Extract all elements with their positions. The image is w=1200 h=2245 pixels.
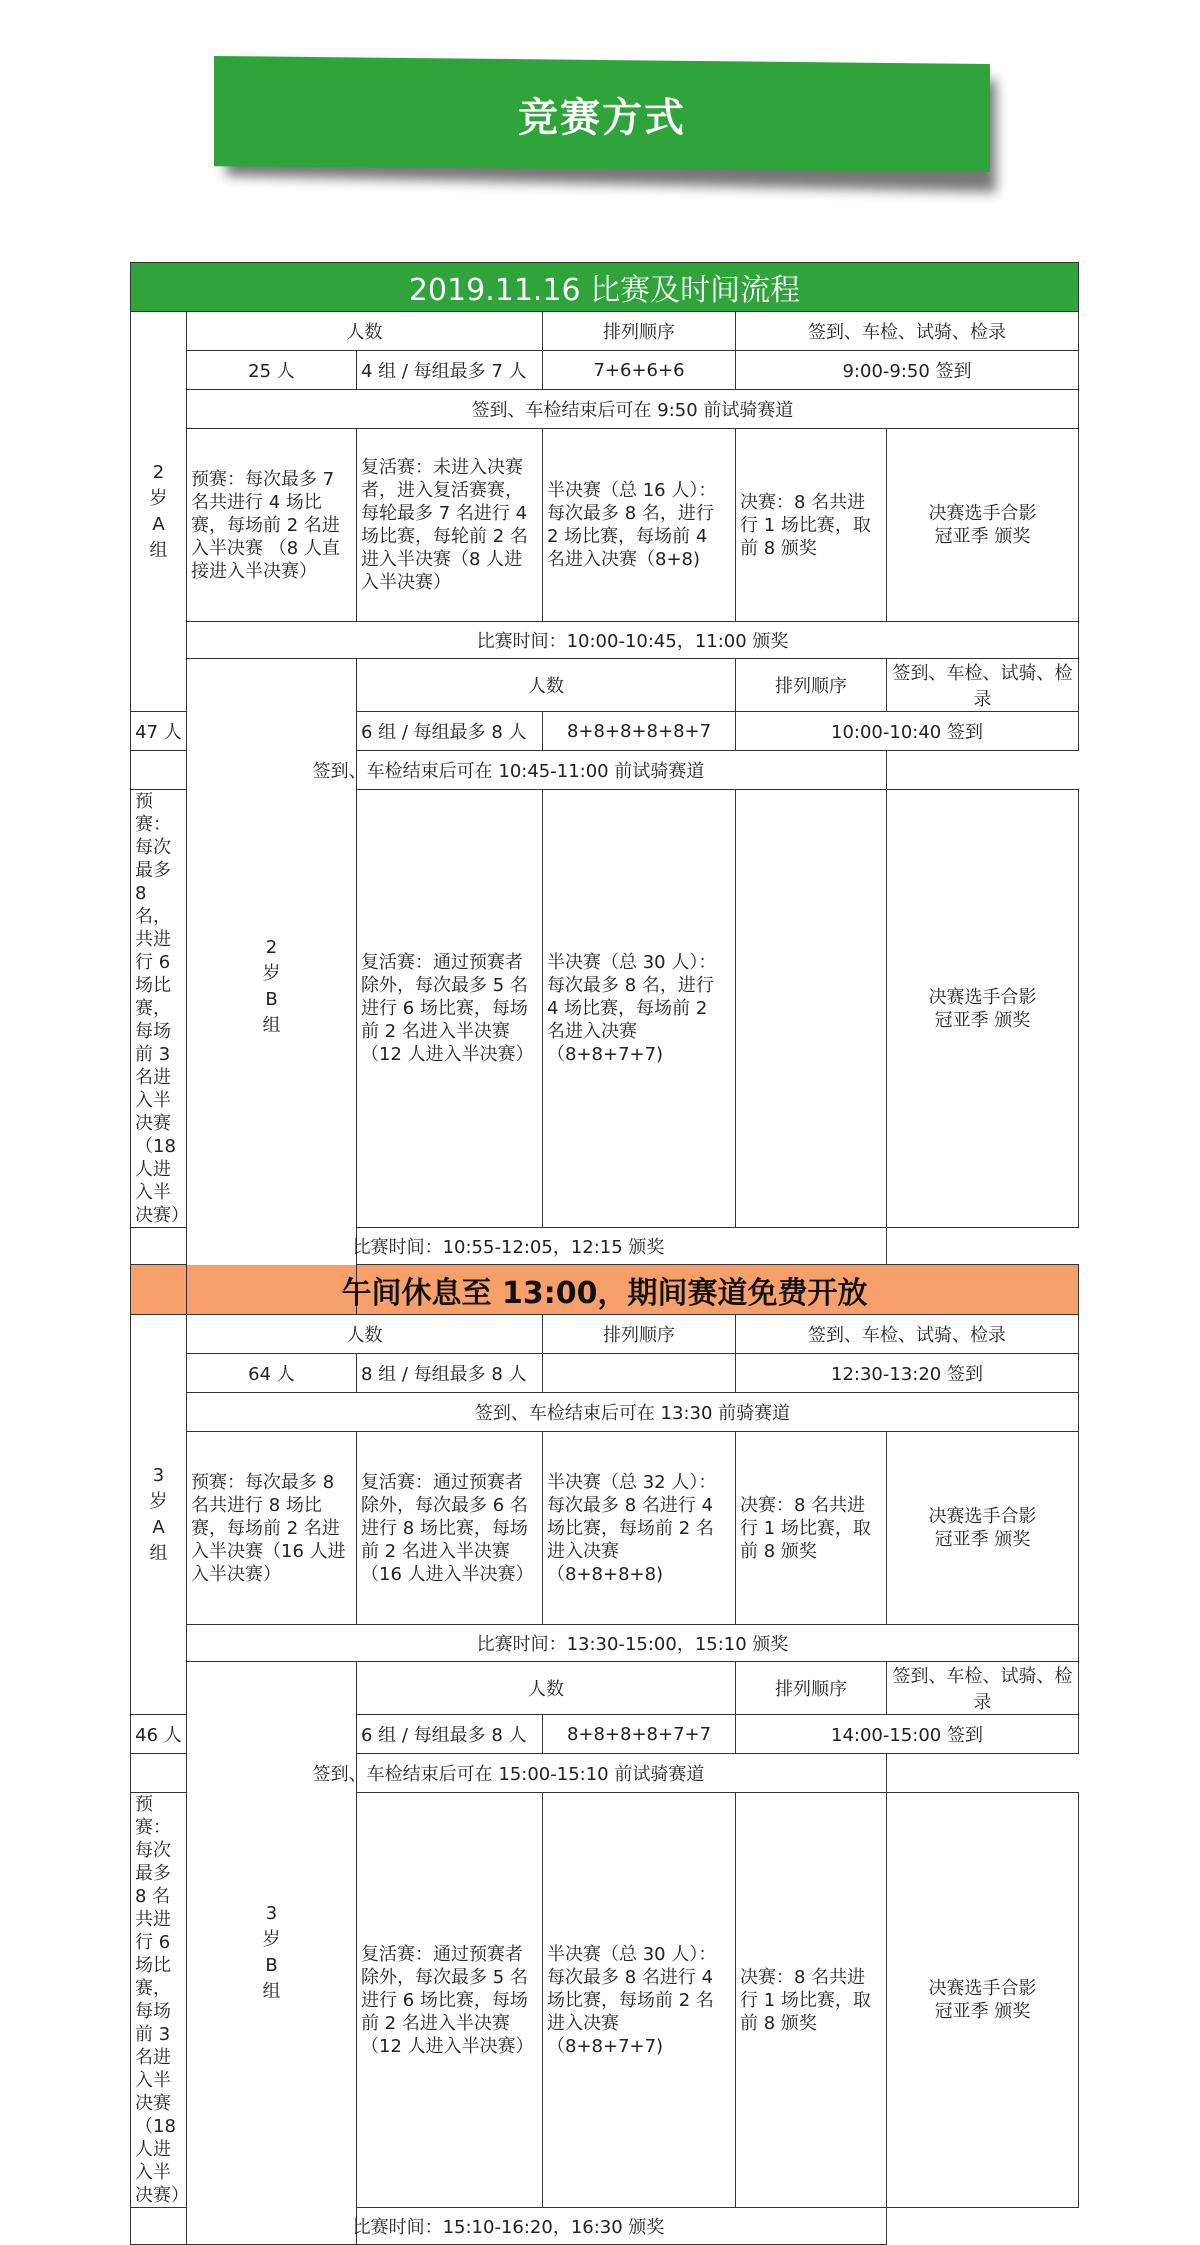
award-desc [887, 429, 1079, 622]
checkin-time: 9:00-9:50 签到 [736, 351, 1079, 390]
header-order: 排列顺序 [736, 1662, 887, 1715]
header-people: 人数 [357, 659, 736, 712]
group-age: 3 [152, 1464, 165, 1486]
practice-note-row [131, 390, 1079, 429]
groups-info: 6 组 / 每组最多 8 人 [357, 712, 543, 751]
rounds-row [131, 1432, 1079, 1625]
semifinal-desc: 半决赛（总 16 人）：每次最多 8 名，进行 2 场比赛，每场前 4 名进入决赛（8+8) [543, 429, 736, 622]
group-values-row [131, 1354, 1079, 1393]
race-time-row [131, 1625, 1079, 1662]
banner-title: 竞赛方式 [518, 94, 686, 141]
semifinal-desc: 半决赛（总 30 人）：每次最多 8 名，进行 4 场比赛，每场前 2 名进入决赛 （8+8+7+7) [543, 790, 736, 1228]
checkin-time: 14:00-15:00 签到 [736, 1715, 1079, 1754]
practice-note-row [131, 1393, 1079, 1432]
lunch-break-row [131, 1265, 1079, 1315]
header-checkin: 签到、车检、试骑、检录 [736, 312, 1079, 351]
header-people: 人数 [187, 1315, 543, 1354]
award-desc [887, 1793, 1079, 2208]
award-line-1: 决赛选手合影 [928, 1978, 1037, 1999]
header-checkin: 签到、车检、试骑、检录 [887, 1662, 1079, 1715]
group-age-unit: 岁 [262, 962, 281, 984]
group-suffix: 组 [262, 1014, 281, 1036]
group-age: 2 [152, 461, 165, 483]
group-letter: B [265, 988, 278, 1010]
header-checkin: 签到、车检、试骑、检录 [736, 1315, 1079, 1354]
group-header-row [131, 1315, 1079, 1354]
header-checkin: 签到、车检、试骑、检录 [887, 659, 1079, 712]
people-count: 25 人 [187, 351, 357, 390]
group-label [187, 1662, 357, 2245]
checkin-time: 10:00-10:40 签到 [736, 712, 1079, 751]
semifinal-desc: 半决赛（总 32 人）：每次最多 8 名进行 4 场比赛，每场前 2 名进入决赛 （8+8+8+8) [543, 1432, 736, 1625]
people-count: 47 人 [131, 712, 187, 751]
group-age: 2 [265, 936, 278, 958]
group-age-unit: 岁 [149, 1490, 168, 1512]
group-letter: A [152, 1516, 165, 1538]
group-suffix: 组 [149, 1542, 168, 1564]
header-order: 排列顺序 [543, 1315, 736, 1354]
award-line-1: 决赛选手合影 [928, 986, 1037, 1008]
groups-info: 8 组 / 每组最多 8 人 [357, 1354, 543, 1393]
checkin-time: 12:30-13:20 签到 [736, 1354, 1079, 1393]
award-line-1: 决赛选手合影 [928, 503, 1037, 524]
header-order: 排列顺序 [736, 659, 887, 712]
people-count: 46 人 [131, 1715, 187, 1754]
heat-order: 7+6+6+6 [543, 351, 736, 390]
practice-note: 签到、车检结束后可在 13:30 前骑赛道 [187, 1393, 1079, 1432]
groups-info: 6 组 / 每组最多 8 人 [357, 1715, 543, 1754]
people-count: 64 人 [187, 1354, 357, 1393]
repechage-desc: 复活赛：通过预赛者除外，每次最多 5 名进行 6 场比赛，每场前 2 名进入半决赛 （12 人进入半决赛） [357, 790, 543, 1228]
race-time-row [131, 622, 1079, 659]
race-time: 比赛时间：13:30-15:00，15:10 颁奖 [187, 1625, 1079, 1662]
group-suffix: 组 [262, 1981, 281, 2002]
prelim-desc: 预赛：每次最多 8 名共进行 8 场比赛，每场前 2 名进入半决赛（16 人进入半决赛） [187, 1432, 357, 1625]
group-age: 3 [265, 1903, 278, 1924]
practice-note: 签到、车检结束后可在 10:45-11:00 前试骑赛道 [131, 751, 887, 790]
heat-order: 8+8+8+8+7+7 [543, 1715, 736, 1754]
semifinal-desc: 半决赛（总 30 人）：每次最多 8 名进行 4 场比赛，每场前 2 名进入决赛 （8+8+7+7) [543, 1793, 736, 2208]
award-desc [887, 790, 1079, 1228]
award-line-2: 冠亚季 颁奖 [934, 1529, 1031, 1550]
final-desc: 决赛：8 名共进行 1 场比赛，取前 8 颁奖 [736, 429, 887, 622]
lunch-break-text: 午间休息至 13:00，期间赛道免费开放 [131, 1265, 1079, 1315]
award-desc [887, 1432, 1079, 1625]
repechage-desc: 复活赛：未进入决赛者，进入复活赛赛，每轮最多 7 名进行 4 场比赛，每轮前 2 名进入半决赛（8 人进入半决赛） [357, 429, 543, 622]
race-time-row [131, 1228, 1079, 1265]
group-age-unit: 岁 [262, 1929, 281, 1950]
prelim-desc: 预赛：每次最多 8 名共进行 6 场比赛，每场前 3 名进入半决赛（18 人进入半决赛） [131, 1793, 187, 2208]
practice-note: 签到、车检结束后可在 9:50 前试骑赛道 [187, 390, 1079, 429]
group-header-row [131, 1662, 1079, 1715]
final-desc: 决赛：8 名共进行 1 场比赛，取前 8 颁奖 [736, 1793, 887, 2208]
group-label [131, 312, 187, 712]
section-banner [214, 56, 994, 180]
rounds-row [131, 429, 1079, 622]
repechage-desc: 复活赛：通过预赛者除外，每次最多 6 名进行 8 场比赛，每场前 2 名进入半决赛 （16 人进入半决赛） [357, 1432, 543, 1625]
repechage-desc: 复活赛：通过预赛者除外，每次最多 5 名进行 6 场比赛，每场前 2 名进入半决赛 （12 人进入半决赛） [357, 1793, 543, 2208]
table-title-row [131, 263, 1079, 312]
group-header-row [131, 659, 1079, 712]
header-order: 排列顺序 [543, 312, 736, 351]
race-time: 比赛时间：15:10-16:20，16:30 颁奖 [131, 2208, 887, 2245]
prelim-desc: 预赛：每次最多 7 名共进行 4 场比赛，每场前 2 名进入半决赛 （8 人直接进入半决赛） [187, 429, 357, 622]
header-people: 人数 [187, 312, 543, 351]
race-time: 比赛时间：10:55-12:05，12:15 颁奖 [131, 1228, 887, 1265]
race-time-row [131, 2208, 1079, 2245]
award-line-2: 冠亚季 颁奖 [934, 1009, 1031, 1031]
schedule-table [130, 262, 1079, 2245]
header-people: 人数 [357, 1662, 736, 1715]
practice-note: 签到、车检结束后可在 15:00-15:10 前试骑赛道 [131, 1754, 887, 1793]
race-time: 比赛时间：10:00-10:45，11:00 颁奖 [187, 622, 1079, 659]
groups-info: 4 组 / 每组最多 7 人 [357, 351, 543, 390]
group-header-row [131, 312, 1079, 351]
final-desc: 决赛：8 名共进行 1 场比赛，取前 8 颁奖 [736, 1432, 887, 1625]
group-age-unit: 岁 [149, 487, 168, 509]
heat-order [543, 1354, 736, 1393]
practice-note-row [131, 751, 1079, 790]
group-values-row [131, 351, 1079, 390]
award-line-2: 冠亚季 颁奖 [934, 526, 1031, 547]
heat-order: 8+8+8+8+8+7 [543, 712, 736, 751]
award-line-1: 决赛选手合影 [928, 1506, 1037, 1527]
group-letter: B [265, 1955, 278, 1976]
group-letter: A [152, 513, 165, 535]
group-label [131, 1315, 187, 1715]
practice-note-row [131, 1754, 1079, 1793]
prelim-desc: 预赛：每次最多 8 名，共进行 6 场比赛，每场前 3 名进入半决赛（18 人进入半决赛） [131, 790, 187, 1228]
award-line-2: 冠亚季 颁奖 [934, 2001, 1031, 2022]
group-suffix: 组 [149, 539, 168, 561]
final-desc [736, 790, 887, 1228]
table-title: 2019.11.16 比赛及时间流程 [131, 263, 1079, 312]
